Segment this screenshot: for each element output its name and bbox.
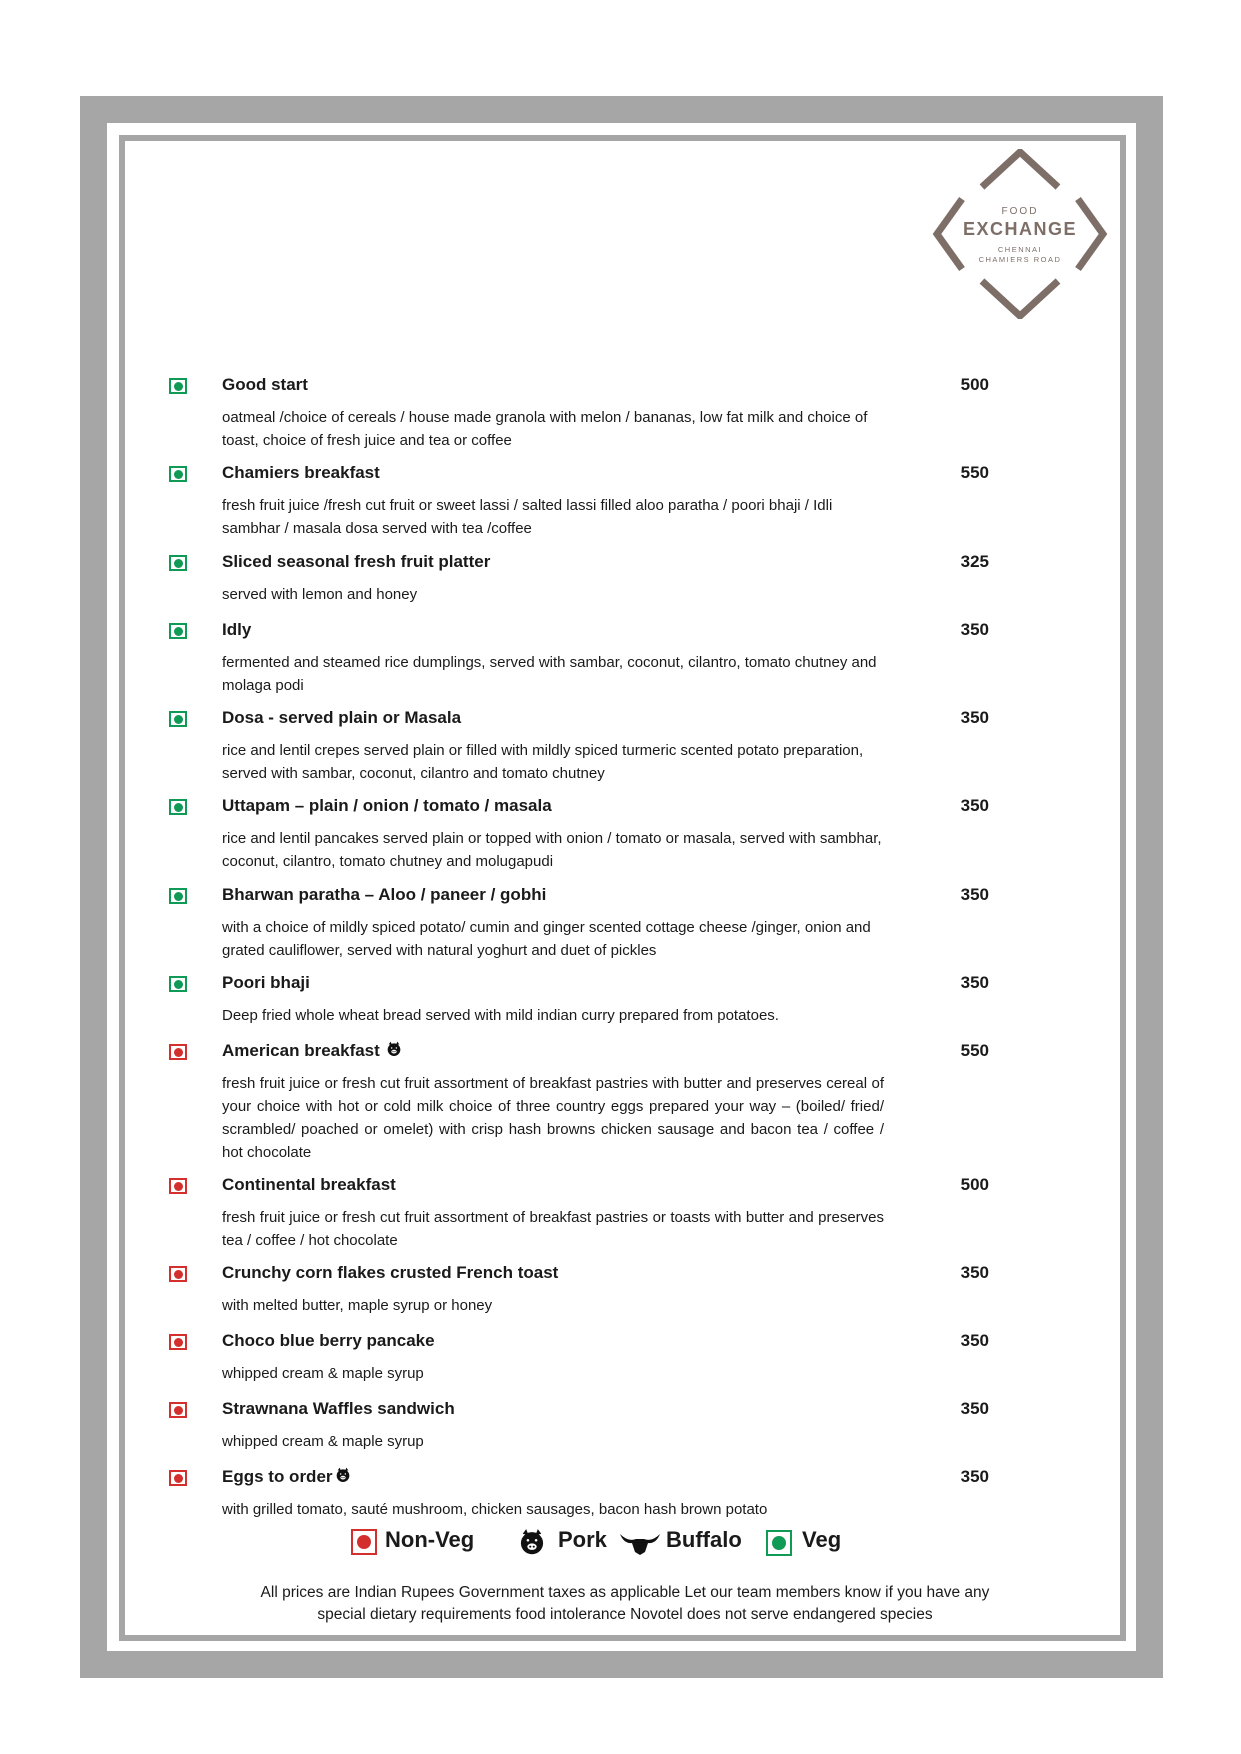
item-price: 350 <box>960 620 989 639</box>
item-description: served with lemon and honey <box>222 586 418 603</box>
item-name: Bharwan paratha – Aloo / paneer / gobhi <box>222 885 547 904</box>
veg-legend-icon <box>766 1530 792 1556</box>
legend <box>125 1524 1120 1560</box>
item-description: with grilled tomato, sauté mushroom, chicken sausages, bacon hash brown potato <box>222 1501 768 1518</box>
nonveg-marker-icon <box>169 1402 187 1418</box>
item-description: fermented and steamed rice dumplings, served with sambar, coconut, cilantro, tomato chutney and molaga podi <box>222 654 877 694</box>
footer-line-1: All prices are Indian Rupees Government taxes as applicable Let our team members know if you have any <box>260 1584 990 1601</box>
item-price: 350 <box>960 796 989 815</box>
footer-note <box>185 1582 1065 1626</box>
item-description: rice and lentil pancakes served plain or topped with onion / tomato or masala, served with sambhar, coconut, cilantro, tomato chutney and molugapudi <box>222 830 882 870</box>
item-name: Crunchy corn flakes crusted French toast <box>222 1263 559 1282</box>
nonveg-marker-icon <box>169 1266 187 1282</box>
item-name: Poori bhaji <box>222 973 310 992</box>
veg-marker-icon <box>169 799 187 815</box>
food-exchange-logo <box>930 149 1110 319</box>
item-price: 500 <box>960 1175 989 1194</box>
logo-city-text: CHENNAI <box>997 245 1043 254</box>
item-name: Chamiers breakfast <box>222 463 380 482</box>
footer-line-2: special dietary requirements food intolerance Novotel does not serve endangered species <box>317 1606 933 1623</box>
item-price: 500 <box>960 375 989 394</box>
legend-pork-label: Pork <box>558 1527 607 1552</box>
menu-card <box>119 135 1126 1641</box>
veg-marker-icon <box>169 888 187 904</box>
item-price: 350 <box>960 885 989 904</box>
nonveg-marker-icon <box>169 1334 187 1350</box>
item-price: 550 <box>960 463 989 482</box>
veg-marker-icon <box>169 623 187 639</box>
item-name: American breakfast <box>222 1041 380 1060</box>
item-name-wrap <box>222 1041 402 1062</box>
item-description: with melted butter, maple syrup or honey <box>222 1297 493 1314</box>
logo-food-text: FOOD <box>1001 206 1039 217</box>
pork-legend-icon <box>518 1528 546 1561</box>
legend-veg-label: Veg <box>802 1527 842 1552</box>
pork-icon <box>386 1041 402 1062</box>
item-price: 550 <box>960 1041 989 1060</box>
item-description: fresh fruit juice /fresh cut fruit or sweet lassi / salted lassi filled aloo paratha / poori bhaji / Idli sambhar / masala dosa served with tea /coffee <box>222 497 833 537</box>
item-description: oatmeal /choice of cereals / house made granola with melon / bananas, low fat milk and choice of toast, choice of fresh juice and tea or coffee <box>222 409 868 449</box>
item-description: whipped cream & maple syrup <box>222 1433 424 1450</box>
item-price: 350 <box>960 1399 989 1418</box>
nonveg-legend-icon <box>351 1529 377 1555</box>
item-price: 350 <box>960 1467 989 1486</box>
nonveg-marker-icon <box>169 1044 187 1060</box>
logo-road-text: CHAMIERS ROAD <box>978 255 1062 264</box>
menu-outer-frame <box>80 96 1163 1678</box>
buffalo-legend-icon <box>618 1530 662 1561</box>
item-name: Continental breakfast <box>222 1175 396 1194</box>
item-name: Good start <box>222 375 308 394</box>
item-name: Idly <box>222 620 252 639</box>
veg-marker-icon <box>169 976 187 992</box>
item-name: Strawnana Waffles sandwich <box>222 1399 455 1418</box>
legend-nonveg-label: Non-Veg <box>385 1527 475 1552</box>
item-description: whipped cream & maple syrup <box>222 1365 424 1382</box>
veg-marker-icon <box>169 711 187 727</box>
item-description: fresh fruit juice or fresh cut fruit assortment of breakfast pastries or toasts with butter and preserves tea / coffee / hot chocolate <box>222 1209 884 1249</box>
item-price: 350 <box>960 1263 989 1282</box>
menu-white-band <box>107 123 1136 1651</box>
item-name: Sliced seasonal fresh fruit platter <box>222 552 491 571</box>
item-description: Deep fried whole wheat bread served with mild indian curry prepared from potatoes. <box>222 1007 779 1024</box>
nonveg-marker-icon <box>169 1178 187 1194</box>
veg-marker-icon <box>169 555 187 571</box>
logo-exchange-text: EXCHANGE <box>962 219 1077 239</box>
item-name: Choco blue berry pancake <box>222 1331 435 1350</box>
item-description: rice and lentil crepes served plain or filled with mildly spiced turmeric scented potato preparation, served with sambar, coconut, cilantro and tomato chutney <box>222 742 864 782</box>
legend-buffalo-label: Buffalo <box>666 1527 742 1552</box>
veg-marker-icon <box>169 378 187 394</box>
item-price: 350 <box>960 973 989 992</box>
item-description: fresh fruit juice or fresh cut fruit assortment of breakfast pastries with butter and preserves cereal of your choice with hot or cold milk choice of three country eggs prepared your way – (boiled/ fried/ scrambled/ poached or omelet) with crisp hash browns chicken sausage and bacon tea / coffee / hot chocolate <box>222 1075 884 1161</box>
item-name-wrap <box>222 1467 351 1488</box>
item-price: 325 <box>960 552 989 571</box>
item-price: 350 <box>960 708 989 727</box>
item-name: Uttapam – plain / onion / tomato / masala <box>222 796 552 815</box>
item-name: Eggs to order <box>222 1467 333 1486</box>
veg-marker-icon <box>169 466 187 482</box>
item-price: 350 <box>960 1331 989 1350</box>
item-name: Dosa - served plain or Masala <box>222 708 462 727</box>
nonveg-marker-icon <box>169 1470 187 1486</box>
pork-icon <box>335 1467 351 1488</box>
item-description: with a choice of mildly spiced potato/ cumin and ginger scented cottage cheese /ginger, onion and grated cauliflower, served with natural yoghurt and duet of pickles <box>222 919 871 959</box>
